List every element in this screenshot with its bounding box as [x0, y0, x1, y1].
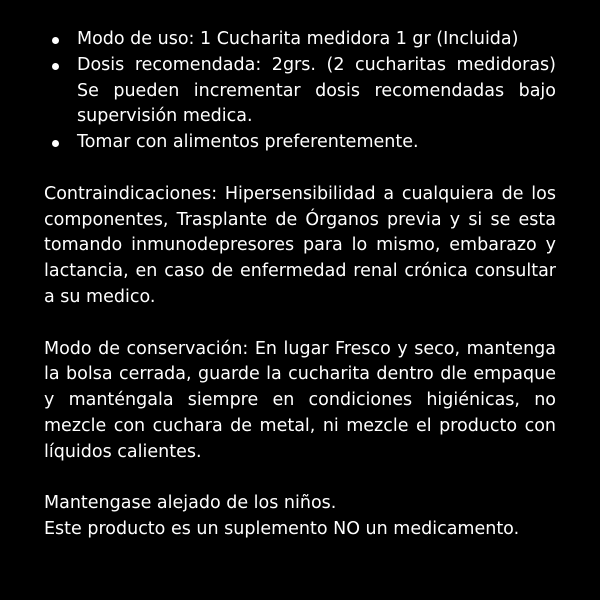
usage-list — [44, 27, 556, 156]
supplement-disclaimer-text: Este producto es un suplemento NO un medicamento. — [44, 519, 520, 540]
conservation-paragraph: Modo de conservación: En lugar Fresco y seco, mantenga la bolsa cerrada, guarde la cucharita dentro dle empaque y manténgala siempre en condiciones higiénicas, no mezcle con cuchara de metal, ni mezcle el producto con líquidos calientes. — [44, 338, 556, 462]
keep-away-text: Mantengase alejado de los niños. — [44, 493, 337, 514]
take-with-food-text: Tomar con alimentos preferentemente. — [77, 132, 419, 153]
recommended-dose-text: Dosis recomendada: 2grs. (2 cucharitas medidoras) Se pueden incrementar dosis recomendadas bajo supervisión medica. — [77, 54, 556, 127]
list-item — [44, 53, 556, 130]
contraindications-paragraph: Contraindicaciones: Hipersensibilidad a cualquiera de los componentes, Trasplante de Órganos previa y si se esta tomando inmunodepresores para lo mismo, embarazo y lactancia, en caso de enfermedad renal crónica consultar a su medico. — [44, 183, 556, 307]
list-item — [44, 27, 556, 53]
usage-mode-text: Modo de uso: 1 Cucharita medidora 1 gr (Incluida) — [77, 29, 519, 49]
product-info-text — [44, 27, 556, 543]
bullet-icon — [52, 140, 59, 147]
bullet-icon — [52, 37, 59, 44]
bullet-icon — [52, 63, 59, 70]
list-item — [44, 130, 556, 156]
